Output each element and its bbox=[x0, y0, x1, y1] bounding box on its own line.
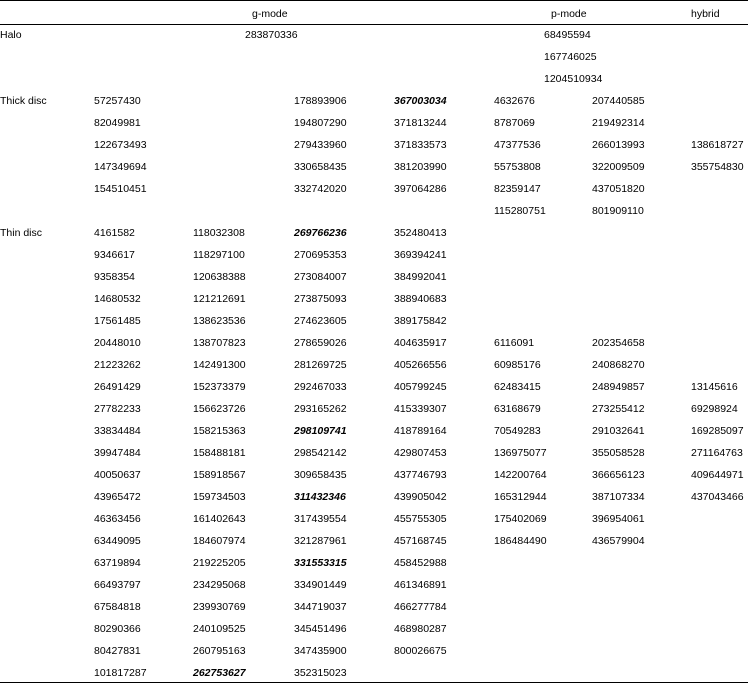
table-cell-g: 26491429 bbox=[94, 381, 141, 393]
table-cell-p: 115280751 bbox=[494, 205, 546, 217]
table-cell-p: 273255412 bbox=[592, 403, 645, 415]
table-cell-p: 801909110 bbox=[592, 205, 644, 217]
table-cell-hybrid: 138618727 bbox=[691, 139, 744, 151]
table-cell-p: 8787069 bbox=[494, 117, 535, 129]
table-cell-g: 405799245 bbox=[394, 381, 447, 393]
table-cell-g: 9346617 bbox=[94, 249, 135, 261]
table-cell-g: 138707823 bbox=[193, 337, 246, 349]
table-cell-g: 121212691 bbox=[193, 293, 246, 305]
table-cell-p: 165312944 bbox=[494, 491, 547, 503]
table-cell-g: 397064286 bbox=[394, 183, 447, 195]
table-cell-g: 152373379 bbox=[193, 381, 246, 393]
table-cell-g: 178893906 bbox=[294, 95, 347, 107]
table-cell-p: 60985176 bbox=[494, 359, 541, 371]
table-cell-g: 381203990 bbox=[394, 161, 447, 173]
table-cell-g: 33834484 bbox=[94, 425, 141, 437]
table-cell-p: 1204510934 bbox=[544, 73, 603, 85]
table-cell-g: 292467033 bbox=[294, 381, 347, 393]
table-cell-g: 118297100 bbox=[193, 249, 245, 261]
table-cell-hybrid: 13145616 bbox=[691, 381, 738, 393]
table-cell-g: 298109741 bbox=[294, 425, 347, 437]
table-cell-g: 158215363 bbox=[193, 425, 246, 437]
table-cell-g: 239930769 bbox=[193, 601, 246, 613]
table-cell-p: 68495594 bbox=[544, 29, 591, 41]
group-label: Thick disc bbox=[0, 95, 47, 107]
table-cell-g: 404635917 bbox=[394, 337, 447, 349]
table-cell-g: 219225205 bbox=[193, 557, 246, 569]
table-cell-g: 147349694 bbox=[94, 161, 147, 173]
table-cell-g: 161402643 bbox=[193, 513, 246, 525]
table-cell-g: 80290366 bbox=[94, 623, 141, 635]
table-cell-g: 21223262 bbox=[94, 359, 141, 371]
table-cell-g: 371813244 bbox=[394, 117, 447, 129]
table-cell-g: 67584818 bbox=[94, 601, 141, 613]
table-cell-p: 55753808 bbox=[494, 161, 541, 173]
table-cell-g: 269766236 bbox=[294, 227, 347, 239]
table-cell-g: 330658435 bbox=[294, 161, 347, 173]
table-cell-g: 27782233 bbox=[94, 403, 141, 415]
table-cell-hybrid: 169285097 bbox=[691, 425, 744, 437]
table-cell-p: 248949857 bbox=[592, 381, 645, 393]
table-cell-g: 184607974 bbox=[193, 535, 246, 547]
table-cell-g: 455755305 bbox=[394, 513, 447, 525]
table-cell-g: 298542142 bbox=[294, 447, 347, 459]
group-label: Halo bbox=[0, 29, 22, 41]
table-cell-g: 46363456 bbox=[94, 513, 141, 525]
table-cell-g: 293165262 bbox=[294, 403, 347, 415]
group-label: Thin disc bbox=[0, 227, 43, 239]
table-cell-g: 66493797 bbox=[94, 579, 141, 591]
table-cell-g: 82049981 bbox=[94, 117, 141, 129]
table-cell-g: 311432346 bbox=[294, 491, 346, 503]
table-cell-g: 388940683 bbox=[394, 293, 447, 305]
table-cell-p: 4632676 bbox=[494, 95, 535, 107]
table-cell-p: 437051820 bbox=[592, 183, 645, 195]
table-cell-g: 138623536 bbox=[193, 315, 246, 327]
table-cell-p: 142200764 bbox=[494, 469, 547, 481]
table-cell-g: 352480413 bbox=[394, 227, 447, 239]
table-cell-g: 415339307 bbox=[394, 403, 447, 415]
table-cell-p: 436579904 bbox=[592, 535, 645, 547]
table-cell-g: 122673493 bbox=[94, 139, 147, 151]
table-cell-g: 142491300 bbox=[193, 359, 246, 371]
table-cell-p: 219492314 bbox=[592, 117, 645, 129]
table-cell-g: 344719037 bbox=[294, 601, 347, 613]
table-cell-g: 332742020 bbox=[294, 183, 347, 195]
table-cell-p: 63168679 bbox=[494, 403, 541, 415]
table-cell-g: 43965472 bbox=[94, 491, 141, 503]
table-cell-g: 156623726 bbox=[193, 403, 246, 415]
table-cell-g: 120638388 bbox=[193, 271, 246, 283]
table-cell-g: 234295068 bbox=[193, 579, 246, 591]
table-cell-g: 39947484 bbox=[94, 447, 141, 459]
table-cell-p: 6116091 bbox=[494, 337, 535, 349]
table-cell-g: 457168745 bbox=[394, 535, 447, 547]
table-cell-g: 352315023 bbox=[294, 667, 347, 679]
table-cell-g: 279433960 bbox=[294, 139, 347, 151]
table-cell-g: 118032308 bbox=[193, 227, 245, 239]
table-cell-g: 260795163 bbox=[193, 645, 246, 657]
table-cell-g: 317439554 bbox=[294, 513, 347, 525]
header-rule bbox=[0, 24, 748, 25]
table-cell-g: 4161582 bbox=[94, 227, 135, 239]
table-cell-g: 154510451 bbox=[94, 183, 147, 195]
table-cell-p: 202354658 bbox=[592, 337, 645, 349]
table-cell-p: 207440585 bbox=[592, 95, 645, 107]
table-cell-g: 800026675 bbox=[394, 645, 447, 657]
table-cell-hybrid: 437043466 bbox=[691, 491, 744, 503]
table-cell-p: 266013993 bbox=[592, 139, 645, 151]
table-cell-g: 389175842 bbox=[394, 315, 447, 327]
table-cell-p: 175402069 bbox=[494, 513, 547, 525]
table-cell-g: 20448010 bbox=[94, 337, 141, 349]
table-cell-g: 331553315 bbox=[294, 557, 347, 569]
table-cell-p: 167746025 bbox=[544, 51, 597, 63]
table-cell-hybrid: 271164763 bbox=[691, 447, 743, 459]
table-cell-g: 158918567 bbox=[193, 469, 246, 481]
table-cell-g: 418789164 bbox=[394, 425, 447, 437]
table-cell-p: 387107334 bbox=[592, 491, 645, 503]
table-cell-p: 355058528 bbox=[592, 447, 645, 459]
header-p-mode: p-mode bbox=[551, 8, 587, 20]
table-cell-g: 63719894 bbox=[94, 557, 141, 569]
table-cell-g: 159734503 bbox=[193, 491, 246, 503]
table-cell-g: 347435900 bbox=[294, 645, 347, 657]
table-cell-g: 281269725 bbox=[294, 359, 347, 371]
table-cell-g: 80427831 bbox=[94, 645, 141, 657]
table-cell-p: 186484490 bbox=[494, 535, 547, 547]
table-cell-g: 273875093 bbox=[294, 293, 347, 305]
table-cell-g: 309658435 bbox=[294, 469, 347, 481]
table-cell-g: 283870336 bbox=[245, 29, 298, 41]
table-cell-g: 262753627 bbox=[193, 667, 246, 679]
table-cell-g: 270695353 bbox=[294, 249, 347, 261]
table-cell-g: 158488181 bbox=[193, 447, 246, 459]
table-cell-g: 334901449 bbox=[294, 579, 347, 591]
table-cell-p: 322009509 bbox=[592, 161, 645, 173]
table-cell-g: 278659026 bbox=[294, 337, 347, 349]
table-cell-g: 240109525 bbox=[193, 623, 246, 635]
header-g-mode: g-mode bbox=[252, 8, 288, 20]
table-cell-g: 429807453 bbox=[394, 447, 447, 459]
table-cell-g: 321287961 bbox=[294, 535, 347, 547]
table-cell-p: 82359147 bbox=[494, 183, 541, 195]
table-cell-g: 194807290 bbox=[294, 117, 347, 129]
table-cell-g: 437746793 bbox=[394, 469, 447, 481]
table-cell-g: 468980287 bbox=[394, 623, 447, 635]
table-cell-g: 14680532 bbox=[94, 293, 141, 305]
top-rule bbox=[0, 0, 748, 1]
table-cell-p: 366656123 bbox=[592, 469, 645, 481]
table-cell-g: 17561485 bbox=[94, 315, 141, 327]
table-cell-g: 405266556 bbox=[394, 359, 447, 371]
table-cell-g: 40050637 bbox=[94, 469, 141, 481]
table-cell-g: 461346891 bbox=[394, 579, 447, 591]
table-cell-g: 369394241 bbox=[394, 249, 447, 261]
table-cell-p: 291032641 bbox=[592, 425, 645, 437]
header-hybrid: hybrid bbox=[691, 8, 720, 20]
table-cell-g: 466277784 bbox=[394, 601, 447, 613]
table-cell-p: 396954061 bbox=[592, 513, 645, 525]
table-cell-p: 136975077 bbox=[494, 447, 547, 459]
table-cell-g: 367003034 bbox=[394, 95, 447, 107]
table-cell-g: 63449095 bbox=[94, 535, 141, 547]
table-cell-g: 345451496 bbox=[294, 623, 347, 635]
table-cell-g: 439905042 bbox=[394, 491, 447, 503]
table-cell-g: 274623605 bbox=[294, 315, 347, 327]
table-cell-p: 62483415 bbox=[494, 381, 541, 393]
table-cell-p: 47377536 bbox=[494, 139, 541, 151]
table-cell-g: 371833573 bbox=[394, 139, 447, 151]
table-cell-hybrid: 69298924 bbox=[691, 403, 738, 415]
table-cell-hybrid: 409644971 bbox=[691, 469, 744, 481]
table-cell-hybrid: 355754830 bbox=[691, 161, 744, 173]
table-cell-p: 240868270 bbox=[592, 359, 645, 371]
table-cell-g: 57257430 bbox=[94, 95, 141, 107]
table-cell-g: 273084007 bbox=[294, 271, 347, 283]
table-cell-g: 101817287 bbox=[94, 667, 147, 679]
table-cell-g: 9358354 bbox=[94, 271, 135, 283]
table-cell-g: 458452988 bbox=[394, 557, 447, 569]
table-cell-p: 70549283 bbox=[494, 425, 541, 437]
table-cell-g: 384992041 bbox=[394, 271, 447, 283]
